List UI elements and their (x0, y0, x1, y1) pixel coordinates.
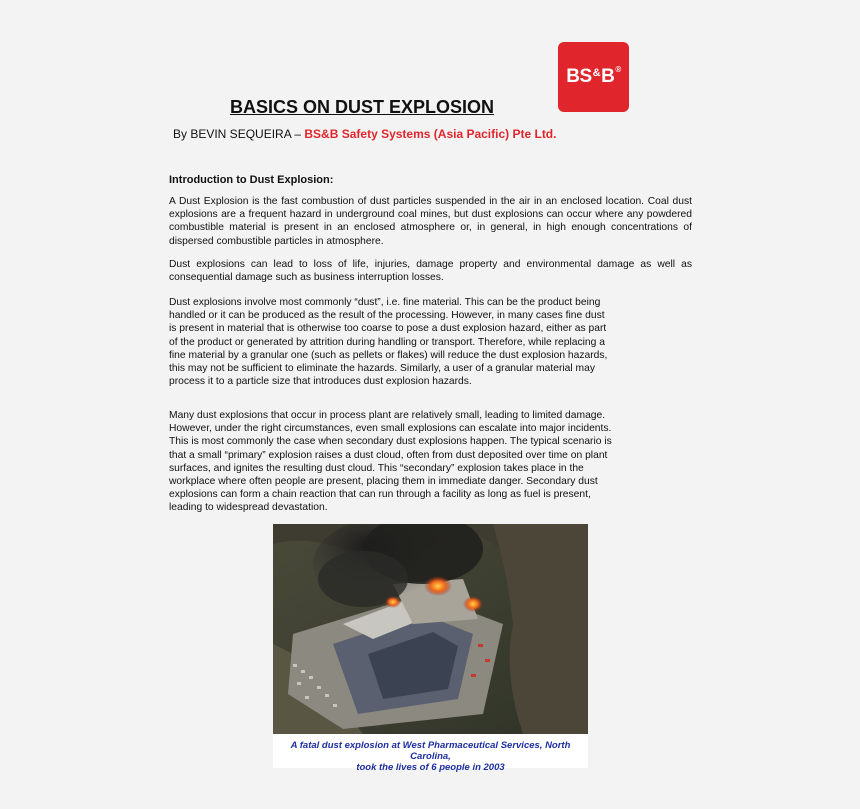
logo-reg-mark: ® (615, 64, 621, 74)
paragraph-4: Many dust explosions that occur in process plant are relatively small, leading to limited damage. However, under the right circumstances, even small explosions can escalate into major incidents. This is most commonly the case when secondary dust explosions happen. The typical scenario is that a small “primary” explosion raises a dust cloud, often from dust deposited over time on plant surfaces, and ignites the resulting dust cloud. This “secondary” explosion takes place in the workplace where often people are present, placing them in immediate danger. Secondary dust explosions can form a chain reaction that can run through a facility as long as fuel is present, leading to widespread devastation. (169, 410, 612, 514)
logo-text-bs: BS (566, 66, 592, 87)
paragraph-1: A Dust Explosion is the fast combustion of dust particles suspended in the air in an enclosed location. Coal dust explosions are a frequent hazard in underground coal mines, but dust explosions can occur where any powdered combustible material is present in an enclosed atmosphere or, in general, in high enough concentrations of dispersed combustible particles in atmosphere. (169, 196, 692, 247)
document-title: BASICS ON DUST EXPLOSION (230, 97, 495, 117)
byline-author: By BEVIN SEQUEIRA – (173, 127, 305, 141)
byline (173, 127, 556, 141)
paragraph-2: Dust explosions can lead to loss of life, injuries, damage property and environmental damage as well as consequential damage such as business interruption losses. (169, 259, 692, 284)
section-heading: Introduction to Dust Explosion: (169, 174, 334, 186)
photo-caption (273, 734, 588, 773)
caption-line-1: A fatal dust explosion at West Pharmaceutical Services, North Carolina, (290, 740, 571, 762)
byline-company: BS&B Safety Systems (Asia Pacific) Pte Ltd. (304, 127, 557, 141)
logo-text-amp: & (592, 67, 601, 79)
aerial-explosion-illustration (273, 524, 588, 734)
explosion-photo (273, 524, 588, 734)
bsb-logo (558, 42, 629, 112)
logo-text-b: B (601, 66, 615, 87)
paragraph-3: Dust explosions involve most commonly “dust”, i.e. fine material. This can be the product being handled or it can be produced as the result of the processing. However, in many cases fine dust is present in material that is otherwise too coarse to pose a dust explosion hazard, either as part of the product or generated by attrition during handling or transport. Therefore, while replacing a fine material by a granular one (such as pellets or flakes) will reduce the dust explosion hazards, this may not be sufficient to eliminate the hazards. Similarly, a user of a granular material may process it to a particle size that introduces dust explosion hazards. (169, 297, 608, 388)
caption-line-2: took the lives of 6 people in 2003 (356, 762, 505, 773)
